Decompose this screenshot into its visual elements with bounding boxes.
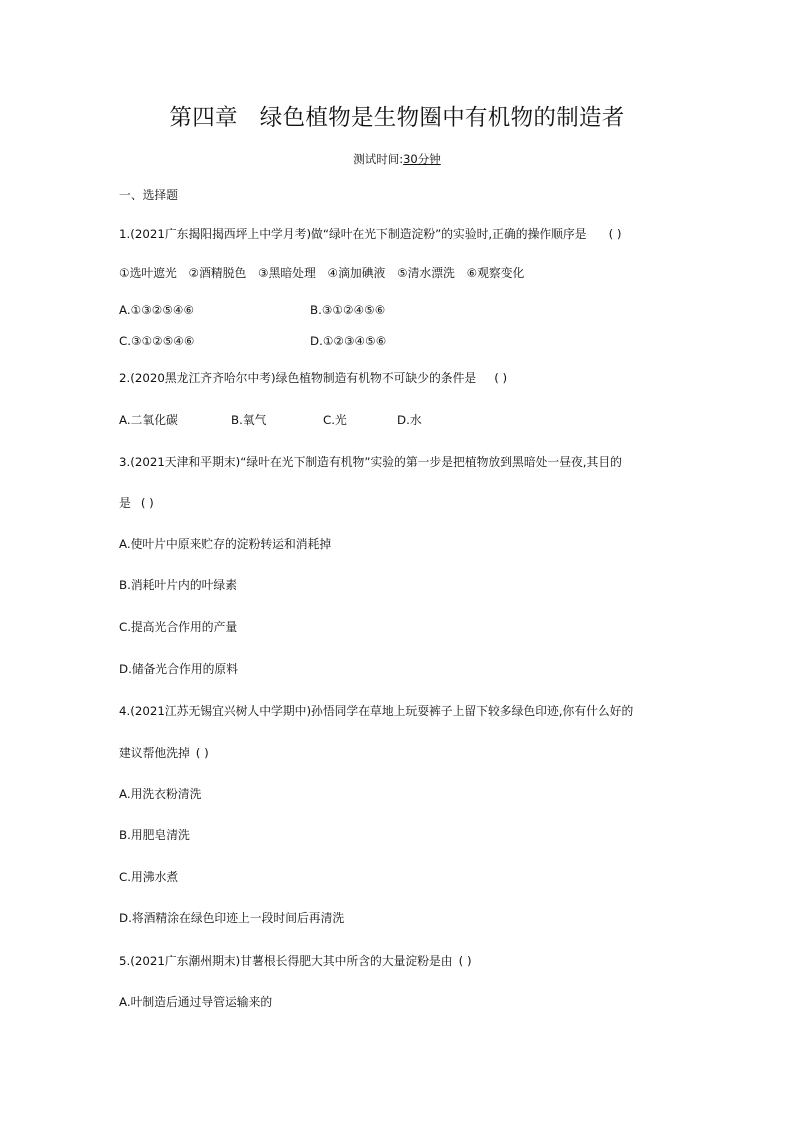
option-item: C.光: [323, 413, 347, 427]
answer-paren: ( ): [195, 746, 209, 760]
question-4-option-b: B.用肥皂清洗: [119, 828, 190, 842]
answer-paren: ( ): [458, 954, 472, 968]
step-item: ⑥观察变化: [466, 266, 525, 280]
answer-paren: ( ): [494, 371, 508, 385]
answer-paren: ( ): [608, 227, 622, 241]
question-4-stem-line-1: 4.(2021江苏无锡宜兴树人中学期中)孙悟同学在草地上玩耍裤子上留下较多绿色印迹,你有什么好的: [119, 704, 634, 718]
step-item: ⑤清水漂洗: [397, 266, 455, 280]
question-1-option-b: B.③①②④⑤⑥: [310, 303, 386, 317]
question-3-stem-line-2: 是 ( ): [119, 496, 154, 510]
question-4-option-d: D.将酒精涂在绿色印迹上一段时间后再清洗: [119, 911, 345, 925]
test-time-value: 30分钟: [403, 152, 441, 166]
chapter-number: 第四章: [169, 105, 238, 131]
step-item: ③黑暗处理: [258, 266, 316, 280]
test-time: [0, 151, 794, 167]
question-3-option-c: C.提高光合作用的产量: [119, 620, 238, 634]
question-1-steps: [119, 265, 524, 281]
question-4-stem-line-2: 建议帮他洗掉 ( ): [119, 746, 209, 760]
page-title: [0, 100, 794, 132]
option-item: A.二氧化碳: [119, 413, 178, 427]
answer-paren: ( ): [140, 496, 154, 510]
question-5-option-a: A.叶制造后通过导管运输来的: [119, 995, 273, 1009]
step-item: ④滴加碘液: [327, 266, 386, 280]
question-3-option-b: B.消耗叶片内的叶绿素: [119, 578, 238, 592]
option-item: D.水: [397, 413, 422, 427]
step-item: ②酒精脱色: [188, 266, 247, 280]
question-1-option-a: A.①③②⑤④⑥: [119, 303, 195, 317]
question-2-options: [119, 412, 422, 428]
question-1-stem: 1.(2021广东揭阳揭西坪上中学月考)做“绿叶在光下制造淀粉”的实验时,正确的操作顺序是 ( ): [119, 227, 622, 241]
option-item: B.氧气: [231, 413, 267, 427]
question-5-stem: 5.(2021广东潮州期末)甘薯根长得肥大其中所含的大量淀粉是由 ( ): [119, 954, 472, 968]
chapter-name: 绿色植物是生物圈中有机物的制造者: [259, 105, 625, 131]
test-time-label: 测试时间:: [353, 152, 404, 166]
question-1-option-d: D.①②③④⑤⑥: [310, 334, 387, 348]
question-1-option-c: C.③①②⑤④⑥: [119, 334, 195, 348]
question-3-stem-line-1: 3.(2021天津和平期末)“绿叶在光下制造有机物”实验的第一步是把植物放到黑暗处一昼夜,其目的: [119, 455, 622, 469]
question-4-option-a: A.用洗衣粉清洗: [119, 787, 202, 801]
step-item: ①选叶遮光: [119, 266, 177, 280]
question-4-option-c: C.用沸水煮: [119, 870, 179, 884]
question-2-stem: 2.(2020黑龙江齐齐哈尔中考)绿色植物制造有机物不可缺少的条件是 ( ): [119, 371, 508, 385]
section-heading: 一、选择题: [119, 188, 178, 202]
question-3-option-d: D.储备光合作用的原料: [119, 662, 239, 676]
question-3-option-a: A.使叶片中原来贮存的淀粉转运和消耗掉: [119, 537, 332, 551]
